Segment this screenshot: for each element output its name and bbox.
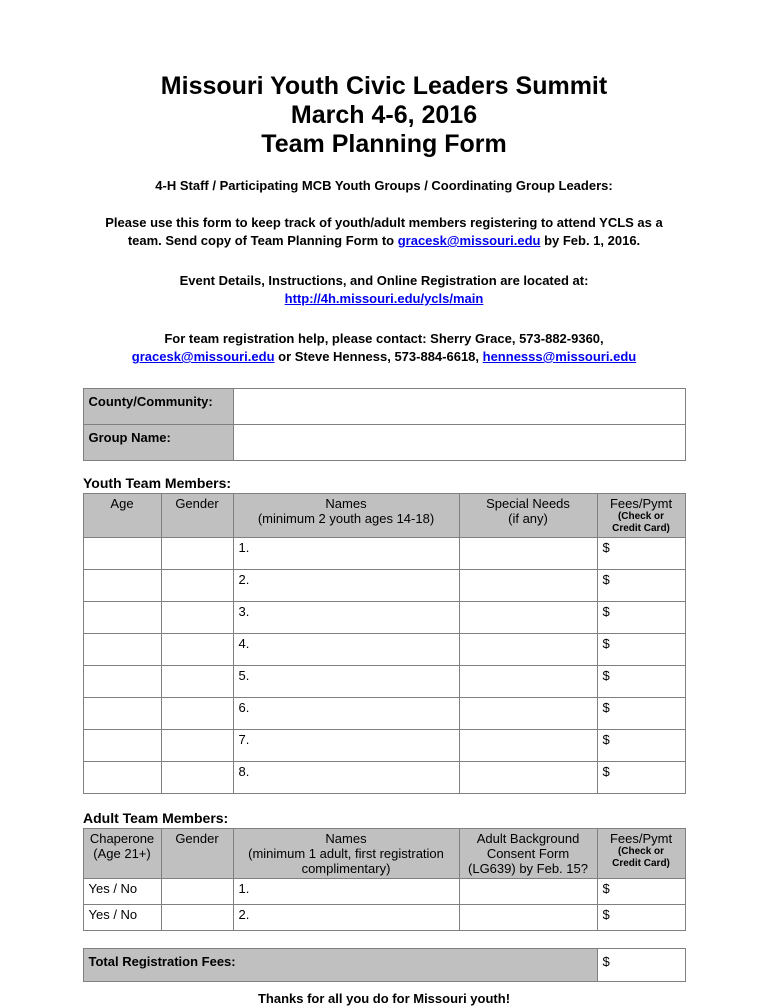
county-community-field[interactable] (233, 389, 685, 425)
youth-row-1-name[interactable]: 1. (233, 538, 459, 570)
table-row (83, 949, 685, 982)
county-community-label: County/Community: (83, 389, 233, 425)
youth-row-6-age[interactable] (83, 698, 161, 730)
youth-row-8-fee[interactable]: $ (597, 762, 685, 794)
contact-line-2 (75, 348, 693, 366)
table-row (83, 762, 685, 794)
youth-row-1-age[interactable] (83, 538, 161, 570)
instructions-text-part2: by Feb. 1, 2016. (540, 233, 641, 248)
youth-row-7-gender[interactable] (161, 730, 233, 762)
adult-row-2-name[interactable]: 2. (233, 905, 459, 931)
info-table-wrapper (0, 388, 768, 461)
table-row (83, 538, 685, 570)
youth-header-fees (597, 494, 685, 538)
youth-row-7-name[interactable]: 7. (233, 730, 459, 762)
contact-paragraph (0, 330, 768, 366)
youth-header-age: Age (83, 494, 161, 538)
youth-section-caption: Youth Team Members: (83, 475, 232, 491)
title-line-1: Missouri Youth Civic Leaders Summit (160, 72, 608, 100)
youth-header-names-main: Names (325, 496, 367, 511)
adult-header-chaperone-main: Chaperone (89, 831, 155, 846)
youth-header-special-sub: (if any) (508, 511, 548, 526)
youth-row-5-fee[interactable]: $ (597, 666, 685, 698)
youth-row-7-special[interactable] (459, 730, 597, 762)
youth-row-6-name[interactable]: 6. (233, 698, 459, 730)
contact-email-grace-link[interactable]: gracesk@missouri.edu (131, 349, 275, 364)
youth-header-fees-sub: (Check or Credit Card) (612, 511, 670, 534)
adult-header-names-sub: (minimum 1 adult, first registration complimentary) (248, 846, 444, 876)
audience-line: 4-H Staff / Participating MCB Youth Groups / Coordinating Group Leaders: (155, 178, 613, 193)
youth-row-4-special[interactable] (459, 634, 597, 666)
adult-header-consent-line2: Consent Form (486, 846, 570, 861)
adult-row-1-chaperone[interactable]: Yes / No (83, 879, 161, 905)
adult-row-2-fee[interactable]: $ (597, 905, 685, 931)
youth-row-2-age[interactable] (83, 570, 161, 602)
adult-header-chaperone (83, 829, 161, 879)
contact-line-1: For team registration help, please contact: Sherry Grace, 573-882-9360, (164, 331, 604, 346)
youth-row-5-age[interactable] (83, 666, 161, 698)
contact-email-henness-link[interactable]: hennesss@missouri.edu (482, 349, 637, 364)
adult-team-members-table (83, 828, 686, 931)
adult-header-fees (597, 829, 685, 879)
adult-header-names (233, 829, 459, 879)
youth-table-header-row (83, 494, 685, 538)
youth-row-2-name[interactable]: 2. (233, 570, 459, 602)
table-row (83, 634, 685, 666)
youth-row-4-age[interactable] (83, 634, 161, 666)
youth-header-gender: Gender (161, 494, 233, 538)
youth-row-8-age[interactable] (83, 762, 161, 794)
total-fees-value[interactable]: $ (597, 949, 685, 982)
adult-row-2-consent[interactable] (459, 905, 597, 931)
adult-row-1-consent[interactable] (459, 879, 597, 905)
title-line-3: Team Planning Form (261, 130, 507, 158)
youth-team-members-table (83, 493, 686, 794)
instructions-email-link[interactable]: gracesk@missouri.edu (397, 233, 541, 248)
table-row (83, 425, 685, 461)
table-row (83, 666, 685, 698)
youth-row-1-fee[interactable]: $ (597, 538, 685, 570)
adult-header-consent-line1: Adult Background (476, 831, 580, 846)
adult-row-1-gender[interactable] (161, 879, 233, 905)
page-title (0, 0, 768, 159)
adult-header-fees-main: Fees/Pymt (609, 831, 673, 846)
youth-header-names (233, 494, 459, 538)
event-details-url-link[interactable]: http://4h.missouri.edu/ycls/main (284, 291, 484, 306)
youth-row-4-fee[interactable]: $ (597, 634, 685, 666)
closing-message: Thanks for all you do for Missouri youth! (257, 991, 511, 1006)
county-group-table (83, 388, 686, 461)
adult-header-fees-sub: (Check or Credit Card) (612, 846, 670, 869)
event-details-lead: Event Details, Instructions, and Online Registration are located at: (179, 273, 589, 288)
youth-row-5-gender[interactable] (161, 666, 233, 698)
youth-row-1-gender[interactable] (161, 538, 233, 570)
total-registration-fees-table (83, 948, 686, 982)
youth-row-3-fee[interactable]: $ (597, 602, 685, 634)
youth-row-2-fee[interactable]: $ (597, 570, 685, 602)
adult-row-2-gender[interactable] (161, 905, 233, 931)
youth-row-4-name[interactable]: 4. (233, 634, 459, 666)
youth-row-6-fee[interactable]: $ (597, 698, 685, 730)
youth-row-6-special[interactable] (459, 698, 597, 730)
contact-middle-text: or Steve Henness, 573-884-6618, (274, 349, 483, 364)
group-name-label: Group Name: (83, 425, 233, 461)
youth-row-3-gender[interactable] (161, 602, 233, 634)
youth-row-3-name[interactable]: 3. (233, 602, 459, 634)
youth-row-5-special[interactable] (459, 666, 597, 698)
adult-header-consent (459, 829, 597, 879)
adult-table-header-row (83, 829, 685, 879)
adult-row-2-chaperone[interactable]: Yes / No (83, 905, 161, 931)
adult-section-caption: Adult Team Members: (83, 810, 229, 826)
table-row (83, 389, 685, 425)
adult-header-chaperone-sub: (Age 21+) (93, 846, 151, 861)
group-name-field[interactable] (233, 425, 685, 461)
youth-row-8-gender[interactable] (161, 762, 233, 794)
adult-header-gender: Gender (161, 829, 233, 879)
title-line-2: March 4-6, 2016 (290, 101, 478, 129)
youth-row-6-gender[interactable] (161, 698, 233, 730)
adult-row-1-name[interactable]: 1. (233, 879, 459, 905)
adult-row-1-fee[interactable]: $ (597, 879, 685, 905)
youth-row-2-gender[interactable] (161, 570, 233, 602)
youth-row-8-special[interactable] (459, 762, 597, 794)
table-row (83, 570, 685, 602)
table-row (83, 602, 685, 634)
youth-header-names-sub: (minimum 2 youth ages 14-18) (257, 511, 435, 526)
youth-row-2-special[interactable] (459, 570, 597, 602)
total-fees-label: Total Registration Fees: (83, 949, 597, 982)
youth-header-fees-main: Fees/Pymt (609, 496, 673, 511)
event-details-paragraph (0, 272, 768, 308)
youth-row-3-age[interactable] (83, 602, 161, 634)
youth-row-4-gender[interactable] (161, 634, 233, 666)
adult-header-consent-line3: (LG639) by Feb. 15? (468, 861, 588, 876)
youth-row-3-special[interactable] (459, 602, 597, 634)
youth-header-special-main: Special Needs (486, 496, 570, 511)
table-row (83, 905, 685, 931)
adult-header-names-main: Names (325, 831, 367, 846)
youth-row-1-special[interactable] (459, 538, 597, 570)
table-row (83, 879, 685, 905)
total-row-wrapper (0, 948, 768, 982)
intro-section (0, 177, 768, 366)
youth-header-special-needs (459, 494, 597, 538)
youth-row-8-name[interactable]: 8. (233, 762, 459, 794)
youth-row-5-name[interactable]: 5. (233, 666, 459, 698)
instructions-text-part1: Please use this form to keep track of youth/adult members registering to attend YCLS as a team. Send copy of Team Planning Form to (105, 215, 663, 248)
table-row (83, 730, 685, 762)
table-row (83, 698, 685, 730)
instructions-paragraph (0, 214, 768, 250)
youth-row-7-fee[interactable]: $ (597, 730, 685, 762)
youth-row-7-age[interactable] (83, 730, 161, 762)
